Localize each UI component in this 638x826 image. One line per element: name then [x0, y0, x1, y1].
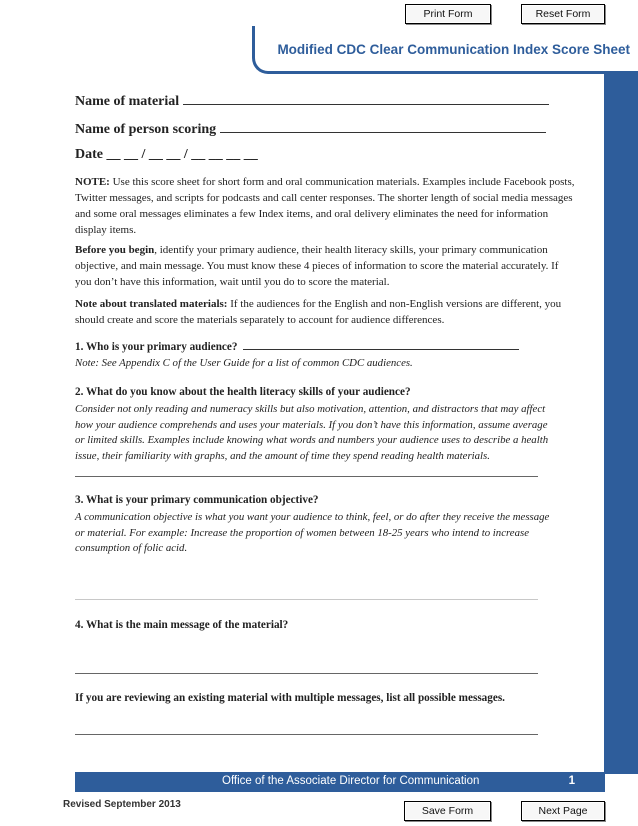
- note-label: NOTE:: [75, 176, 110, 188]
- revised-date: Revised September 2013: [63, 799, 181, 810]
- translated-section: [75, 296, 575, 328]
- material-name-row: [75, 92, 549, 110]
- side-bar: [604, 74, 638, 774]
- note-section: [75, 174, 575, 238]
- page-number: 1: [568, 775, 575, 787]
- date-field[interactable]: [75, 147, 258, 163]
- footer-office: Office of the Associate Director for Communication: [222, 775, 480, 787]
- question-1-text: 1. Who is your primary audience?: [75, 341, 238, 353]
- translated-text: If the audiences for the English and non-English versions are different, you should create and score the materials separately to account for audience differences.: [75, 298, 562, 326]
- footer-bar: [75, 772, 605, 792]
- question-4: 4. What is the main message of the material?: [75, 619, 289, 631]
- multiple-messages-prompt: If you are reviewing an existing material with multiple messages, list all possible messages.: [75, 692, 505, 704]
- question-1-note: Note: See Appendix C of the User Guide for a list of common CDC audiences.: [75, 357, 413, 369]
- print-form-button[interactable]: Print Form: [405, 4, 491, 24]
- scorer-name-input[interactable]: [220, 120, 546, 133]
- before-label: Before you begin: [75, 244, 155, 256]
- reset-form-button[interactable]: Reset Form: [521, 4, 605, 24]
- material-name-input[interactable]: [183, 92, 549, 105]
- page-title: Modified CDC Clear Communication Index Score Sheet: [277, 42, 630, 57]
- question-2: 2. What do you know about the health literacy skills of your audience?: [75, 386, 411, 398]
- literacy-input[interactable]: [75, 476, 538, 477]
- question-1: [75, 338, 555, 355]
- save-form-button[interactable]: Save Form: [404, 801, 491, 821]
- date-label: Date __ __ / __ __ / __ __ __ __: [75, 147, 258, 162]
- translated-label: Note about translated materials:: [75, 298, 228, 310]
- before-text: , identify your primary audience, their health literacy skills, your primary communication objective, and main message. You must know these 4 pieces of information to score the material accurately. If you don’t have this information, wait until you do to score the material.: [75, 244, 559, 288]
- question-3-help: A communication objective is what you want your audience to think, feel, or do after they receive the message or material. For example: Increase the proportion of women between 18-25 years who intend to increase consumption of folic acid.: [75, 511, 550, 554]
- material-name-label: Name of material: [75, 94, 180, 109]
- audience-input[interactable]: [243, 338, 519, 350]
- note-text: Use this score sheet for short form and oral communication materials. Examples include Facebook posts, Twitter messages, and scripts for podcasts and call center responses. The shorter length of social media messages and some oral messages eliminates a few Index items, and oral delivery eliminates the need for information display items.: [75, 176, 575, 236]
- before-section: [75, 242, 575, 290]
- question-2-help: Consider not only reading and numeracy skills but also motivation, attention, and distractors that may affect how your audience comprehends and uses your materials. If you don’t have this information, assume average or limited skills. Examples include knowing what words and numbers your audience uses to describe a health issue, their familiarity with graphs, and the amount of time they spend reading health materials.: [75, 403, 549, 462]
- question-3: 3. What is your primary communication objective?: [75, 494, 319, 506]
- scorer-name-row: [75, 120, 546, 138]
- next-page-button[interactable]: Next Page: [521, 801, 605, 821]
- multiple-messages-input[interactable]: [75, 734, 538, 735]
- scorer-name-label: Name of person scoring: [75, 122, 217, 137]
- objective-input[interactable]: [75, 599, 538, 600]
- main-message-input[interactable]: [75, 673, 538, 674]
